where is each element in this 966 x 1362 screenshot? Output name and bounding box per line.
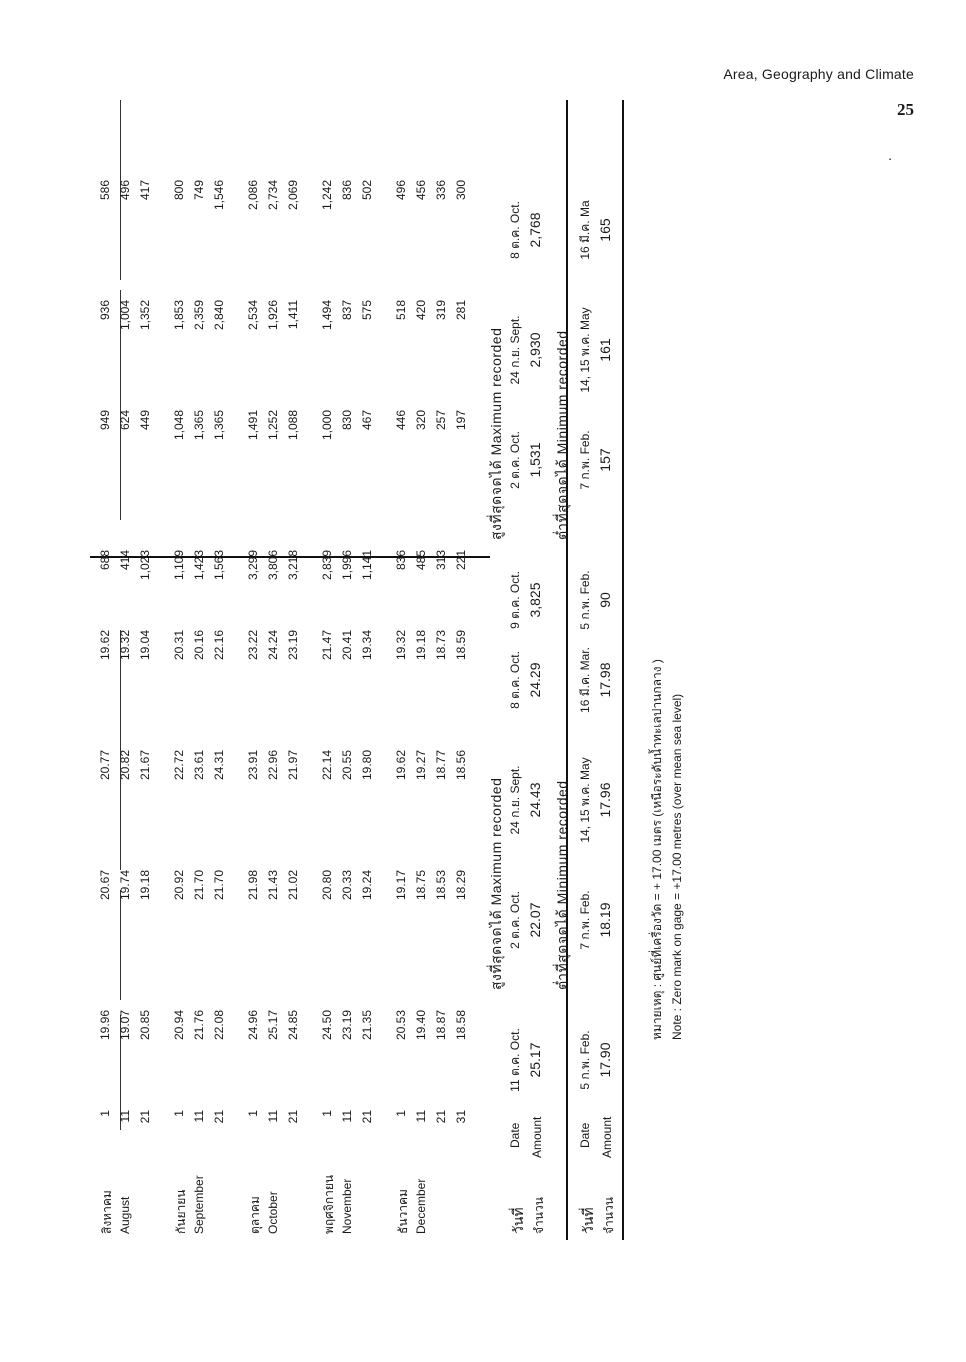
flow-cell: 2,734 <box>266 180 280 211</box>
level-min-amount: 17.90 <box>597 1042 613 1078</box>
amount-thai-label: จำนวน <box>532 1197 546 1234</box>
flow-cell: 518 <box>394 300 408 321</box>
flow-cell: 1,563 <box>212 550 226 581</box>
level-min-date: 7 ก.พ. Feb. <box>578 890 592 950</box>
flow-cell: 1,365 <box>192 410 206 441</box>
day-cell: 31 <box>454 1110 468 1124</box>
level-cell: 19.24 <box>360 870 374 901</box>
flow-cell: 496 <box>394 180 408 201</box>
level-cell: 19.32 <box>118 630 132 661</box>
amount-label-min: Amount <box>600 1116 614 1158</box>
flow-cell: 414 <box>118 550 132 571</box>
flow-max-amount: 2,930 <box>527 332 543 368</box>
rotated-table <box>90 100 684 1240</box>
level-cell: 21.70 <box>212 870 226 901</box>
flow-max-date: 2 ต.ค. Oct. <box>508 431 522 489</box>
running-header: Area, Geography and Climate <box>723 66 914 82</box>
flow-cell: 449 <box>138 410 152 431</box>
flow-cell: 1,109 <box>172 550 186 581</box>
flow-max-amount: 3,825 <box>527 582 543 618</box>
flow-cell: 2,359 <box>192 300 206 331</box>
flow-cell: 1,141 <box>360 550 374 581</box>
flow-cell: 1,996 <box>340 550 354 581</box>
flow-cell: 1,088 <box>286 410 300 441</box>
level-cell: 18.58 <box>454 1010 468 1041</box>
day-cell: 11 <box>340 1110 354 1123</box>
flow-cell: 575 <box>360 300 374 321</box>
flow-cell: 1,242 <box>320 180 334 211</box>
flow-cell: 1,000 <box>320 410 334 441</box>
flow-cell: 836 <box>340 180 354 201</box>
level-max-date: 8 ต.ค. Oct. <box>508 651 522 709</box>
level-cell: 18.75 <box>414 870 428 901</box>
level-cell: 21.67 <box>138 750 152 781</box>
flow-max-amount: 2,768 <box>527 212 543 248</box>
level-cell: 20.80 <box>320 870 334 901</box>
level-max-date: 2 ต.ค. Oct. <box>508 891 522 949</box>
level-cell: 20.85 <box>138 1010 152 1041</box>
level-cell: 20.16 <box>192 630 206 661</box>
level-cell: 18.56 <box>454 750 468 781</box>
level-max-amount: 25.17 <box>527 1042 543 1078</box>
flow-cell: 336 <box>434 180 448 201</box>
level-cell: 19.74 <box>118 870 132 901</box>
flow-cell: 1,423 <box>192 550 206 581</box>
level-cell: 19.27 <box>414 750 428 781</box>
level-cell: 24.24 <box>266 630 280 661</box>
level-cell: 21.97 <box>286 750 300 781</box>
level-cell: 19.32 <box>394 630 408 661</box>
level-min-date: 14, 15 พ.ค. May <box>578 757 592 843</box>
level-cell: 20.41 <box>340 630 354 661</box>
level-cell: 21.02 <box>286 870 300 901</box>
flow-cell: 800 <box>172 180 186 201</box>
flow-cell: 1,411 <box>286 300 300 330</box>
flow-cell: 3,299 <box>246 550 260 581</box>
flow-min-amount: 165 <box>597 218 613 242</box>
flow-cell: 446 <box>394 410 408 431</box>
flow-min-amount: 161 <box>597 338 613 362</box>
flow-cell: 1,494 <box>320 300 334 331</box>
flow-cell: 420 <box>414 300 428 321</box>
level-max-date: 11 ต.ค. Oct. <box>508 1028 522 1092</box>
month-eng: November <box>340 1178 354 1234</box>
day-cell: 21 <box>434 1110 448 1124</box>
flow-cell: 485 <box>414 550 428 571</box>
flow-cell: 2,840 <box>212 300 226 331</box>
level-min-date: 5 ก.พ. Feb. <box>578 1030 592 1090</box>
flow-cell: 1,252 <box>266 410 280 441</box>
month-eng: December <box>414 1178 428 1234</box>
level-cell: 20.82 <box>118 750 132 781</box>
flow-cell: 1,926 <box>266 300 280 331</box>
flow-cell: 1,023 <box>138 550 152 581</box>
month-thai: พฤศจิกายน <box>322 1174 336 1234</box>
flow-cell: 1,853 <box>172 300 186 331</box>
flow-cell: 221 <box>454 550 468 571</box>
flow-cell: 281 <box>454 300 468 321</box>
level-max-amount: 24.43 <box>527 782 543 818</box>
level-cell: 20.55 <box>340 750 354 781</box>
level-min-amount: 18.19 <box>597 902 613 938</box>
flow-cell: 1,004 <box>118 300 132 331</box>
flow-cell: 3,218 <box>286 550 300 581</box>
flow-cell: 257 <box>434 410 448 431</box>
level-cell: 20.33 <box>340 870 354 901</box>
level-cell: 21.43 <box>266 870 280 901</box>
flow-min-date: 5 ก.พ. Feb. <box>578 570 592 630</box>
level-cell: 20.67 <box>98 870 112 901</box>
level-cell: 23.91 <box>246 750 260 781</box>
flow-cell: 830 <box>340 410 354 431</box>
level-cell: 20.94 <box>172 1010 186 1041</box>
flow-cell: 313 <box>434 550 448 571</box>
amount-thai-label-min: จำนวน <box>602 1197 616 1234</box>
level-cell: 23.61 <box>192 750 206 781</box>
level-cell: 22.16 <box>212 630 226 661</box>
level-cell: 24.96 <box>246 1010 260 1041</box>
flow-cell: 586 <box>98 180 112 201</box>
month-thai: สิงหาคม <box>100 1190 114 1234</box>
page-mark: . <box>888 147 892 163</box>
level-min-date: 16 มี.ค. Mar. <box>578 647 592 713</box>
day-cell: 21 <box>212 1110 226 1124</box>
day-cell: 1 <box>246 1110 260 1117</box>
level-cell: 19.96 <box>98 1010 112 1041</box>
day-cell: 21 <box>286 1110 300 1124</box>
flow-cell: 1,048 <box>172 410 186 441</box>
level-min-amount: 17.98 <box>597 662 613 698</box>
month-eng: October <box>266 1191 280 1234</box>
flow-cell: 2,069 <box>286 180 300 211</box>
day-cell: 11 <box>266 1110 280 1123</box>
day-thai-label-min: วันที่ <box>580 1207 596 1234</box>
month-eng: August <box>118 1196 132 1234</box>
flow-cell: 502 <box>360 180 374 201</box>
flow-cell: 197 <box>454 410 468 431</box>
level-cell: 23.19 <box>286 630 300 661</box>
level-cell: 19.62 <box>98 630 112 661</box>
level-cell: 19.62 <box>394 750 408 781</box>
level-cell: 19.40 <box>414 1010 428 1041</box>
flow-cell: 467 <box>360 410 374 431</box>
day-cell: 11 <box>414 1110 428 1123</box>
flow-min-date: 7 ก.พ. Feb. <box>578 430 592 490</box>
month-eng: September <box>192 1175 206 1234</box>
flow-cell: 319 <box>434 300 448 321</box>
level-max-amount: 24.29 <box>527 662 543 698</box>
flow-min-date: 16 มี.ค. Ma <box>578 200 592 260</box>
flow-cell: 836 <box>394 550 408 571</box>
min-title-flow: ต่ำที่สุดจดได้ Minimum recorded <box>554 330 570 540</box>
min-title-level: ต่ำที่สุดจดได้ Minimum recorded <box>554 780 570 990</box>
level-cell: 21.98 <box>246 870 260 901</box>
note-eng: Note : Zero mark on gage = +17.00 metres (over mean sea level) <box>670 693 684 1040</box>
flow-cell: 320 <box>414 410 428 431</box>
flow-cell: 2,534 <box>246 300 260 331</box>
level-cell: 21.47 <box>320 630 334 661</box>
flow-cell: 1,546 <box>212 180 226 211</box>
level-cell: 20.53 <box>394 1010 408 1041</box>
level-cell: 22.08 <box>212 1010 226 1041</box>
level-cell: 18.59 <box>454 630 468 661</box>
note-thai: หมายเหตุ : ศูนย์ที่เครื่องวัด = + 17.00 เมตร (เหนือระดับน้ำทะเลปานกลาง ) <box>650 659 664 1040</box>
flow-cell: 1,352 <box>138 300 152 331</box>
day-cell: 21 <box>138 1110 152 1124</box>
flow-cell: 1,365 <box>212 410 226 441</box>
level-cell: 19.34 <box>360 630 374 661</box>
level-max-amount: 22.07 <box>527 902 543 938</box>
day-cell: 11 <box>118 1110 132 1123</box>
day-cell: 1 <box>394 1110 408 1117</box>
level-cell: 19.04 <box>138 630 152 661</box>
month-thai: กันยายน <box>174 1189 188 1234</box>
level-cell: 24.50 <box>320 1010 334 1041</box>
flow-max-date: 9 ต.ค. Oct. <box>508 571 522 629</box>
day-cell: 21 <box>360 1110 374 1124</box>
day-cell: 1 <box>98 1110 112 1117</box>
amount-label: Amount <box>530 1116 544 1158</box>
flow-min-date: 14, 15 พ.ค. May <box>578 307 592 393</box>
level-cell: 20.77 <box>98 750 112 781</box>
level-cell: 18.29 <box>454 870 468 901</box>
flow-cell: 936 <box>98 300 112 321</box>
flow-max-amount: 1,531 <box>527 442 543 478</box>
level-cell: 19.17 <box>394 870 408 901</box>
flow-cell: 2,086 <box>246 180 260 211</box>
level-cell: 23.19 <box>340 1010 354 1041</box>
level-cell: 24.31 <box>212 750 226 781</box>
date-label-min: Date <box>578 1122 592 1148</box>
flow-min-amount: 157 <box>597 448 613 472</box>
level-cell: 21.35 <box>360 1010 374 1041</box>
level-cell: 25.17 <box>266 1010 280 1041</box>
page-number: 25 <box>897 100 914 119</box>
level-cell: 18.77 <box>434 750 448 781</box>
month-thai: ตุลาคม <box>248 1196 262 1234</box>
level-cell: 21.70 <box>192 870 206 901</box>
level-min-amount: 17.96 <box>597 782 613 818</box>
day-thai-label: วันที่ <box>510 1207 526 1234</box>
flow-cell: 496 <box>118 180 132 201</box>
flow-cell: 624 <box>118 410 132 431</box>
summary-rule <box>566 100 568 1240</box>
bottom-rule <box>622 100 624 1240</box>
level-cell: 18.87 <box>434 1010 448 1041</box>
level-cell: 19.07 <box>118 1010 132 1041</box>
level-max-date: 24 ก.ย. Sept. <box>508 765 522 835</box>
level-cell: 21.76 <box>192 1010 206 1041</box>
day-cell: 1 <box>172 1110 186 1117</box>
flow-cell: 749 <box>192 180 206 201</box>
flow-cell: 3,806 <box>266 550 280 581</box>
level-cell: 20.92 <box>172 870 186 901</box>
level-cell: 18.73 <box>434 630 448 661</box>
max-title-level: สูงที่สุดจดได้ Maximum recorded <box>488 777 504 990</box>
flow-cell: 2,839 <box>320 550 334 581</box>
flow-cell: 837 <box>340 300 354 321</box>
level-cell: 18.53 <box>434 870 448 901</box>
flow-max-date: 8 ต.ค. Oct. <box>508 201 522 259</box>
day-cell: 11 <box>192 1110 206 1123</box>
level-cell: 23.22 <box>246 630 260 661</box>
flow-max-date: 24 ก.ย. Sept. <box>508 315 522 385</box>
level-cell: 22.72 <box>172 750 186 781</box>
flow-cell: 688 <box>98 550 112 571</box>
level-cell: 19.18 <box>414 630 428 661</box>
flow-cell: 1,491 <box>246 410 260 441</box>
level-cell: 20.31 <box>172 630 186 661</box>
flow-min-amount: 90 <box>597 592 613 608</box>
flow-cell: 417 <box>138 180 152 201</box>
level-cell: 22.14 <box>320 750 334 781</box>
month-thai: ธันวาคม <box>396 1189 410 1234</box>
flow-cell: 456 <box>414 180 428 201</box>
level-cell: 19.80 <box>360 750 374 781</box>
level-cell: 24.85 <box>286 1010 300 1041</box>
day-cell: 1 <box>320 1110 334 1117</box>
flow-cell: 949 <box>98 410 112 431</box>
level-cell: 22.96 <box>266 750 280 781</box>
flow-cell: 300 <box>454 180 468 201</box>
level-cell: 19.18 <box>138 870 152 901</box>
max-title-flow: สูงที่สุดจดได้ Maximum recorded <box>488 327 504 540</box>
date-label: Date <box>508 1122 522 1148</box>
